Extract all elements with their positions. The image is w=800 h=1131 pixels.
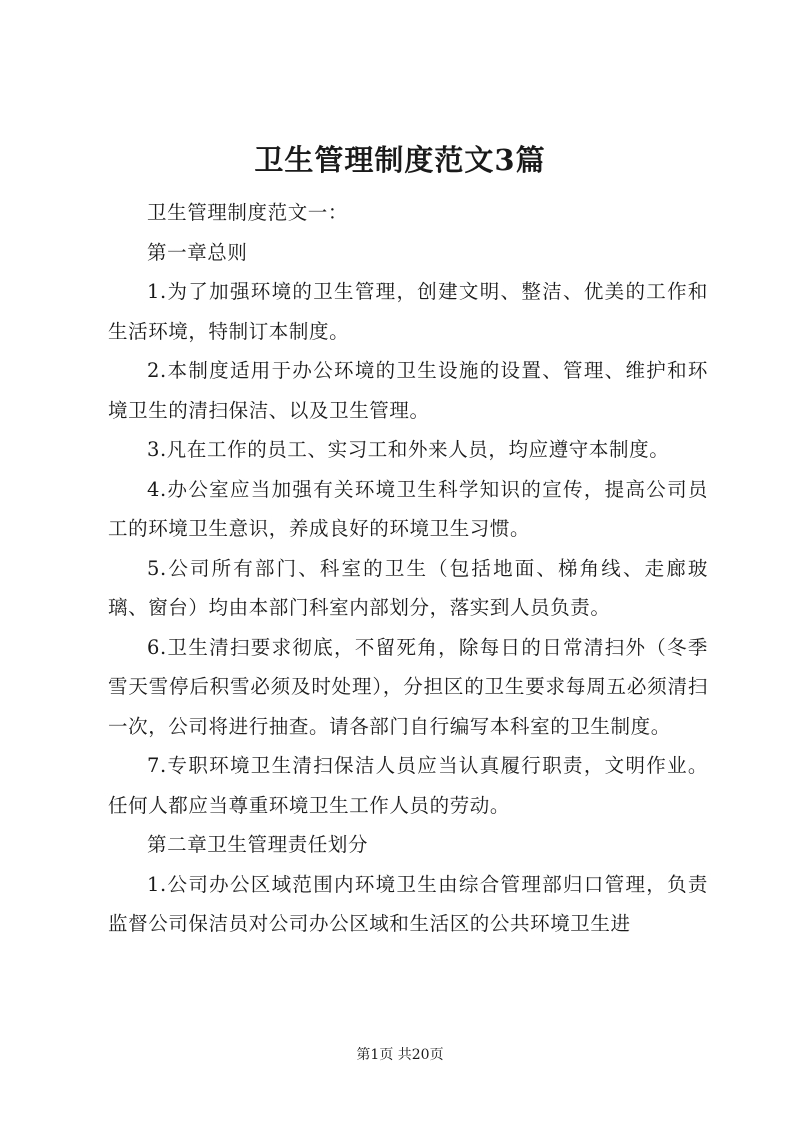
paragraph: 7.专职环境卫生清扫保洁人员应当认真履行职责，文明作业。任何人都应当尊重环境卫生工作人员的劳动。 — [108, 754, 708, 817]
paragraph: 6.卫生清扫要求彻底，不留死角，除每日的日常清扫外（冬季雪天雪停后积雪必须及时处理），分担区的卫生要求每周五必须清扫一次，公司将进行抽查。请各部门自行编写本科室的卫生制度。 — [108, 635, 708, 738]
paragraph: 1.为了加强环境的卫生管理，创建文明、整洁、优美的工作和生活环境，特制订本制度。 — [108, 280, 708, 343]
document-body — [108, 193, 708, 944]
paragraph: 第二章卫生管理责任划分 — [147, 833, 369, 856]
paragraph: 4.办公室应当加强有关环境卫生科学知识的宣传，提高公司员工的环境卫生意识，养成良好的环境卫生习惯。 — [108, 477, 708, 540]
paragraph: 2.本制度适用于办公环境的卫生设施的设置、管理、维护和环境卫生的清扫保洁、以及卫生管理。 — [108, 359, 708, 422]
paragraph: 第一章总则 — [147, 240, 248, 264]
document-title: 卫生管理制度范文3篇 — [254, 143, 546, 177]
paragraph: 5.公司所有部门、科室的卫生（包括地面、梯角线、走廊玻璃、窗台）均由本部门科室内部划分，落实到人员负责。 — [108, 556, 708, 619]
page-footer: 第1页 共20页 — [356, 1047, 444, 1063]
paragraph: 1.公司办公区域范围内环境卫生由综合管理部归口管理，负责监督公司保洁员对公司办公区域和生活区的公共环境卫生进 — [108, 872, 708, 935]
paragraph: 卫生管理制度范文一： — [147, 201, 349, 224]
paragraph: 3.凡在工作的员工、实习工和外来人员，均应遵守本制度。 — [147, 438, 670, 461]
